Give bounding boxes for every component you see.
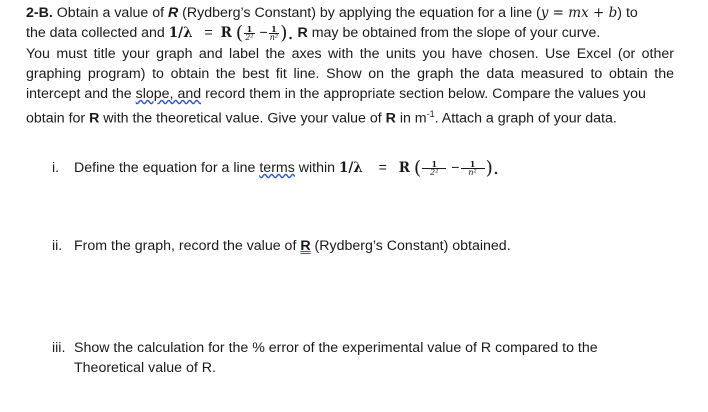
slope-and-text: slope, and <box>135 86 202 103</box>
problem-label: 2-B. <box>26 5 53 21</box>
item-ii: ii. From the graph, record the value of R (Rydberg’s Constant) obtained. <box>52 238 511 254</box>
problem-line-3: You must title your graph and label the axes with the units you have chosen. Use Excel (or other <box>26 45 674 62</box>
item-i: i. Define the equation for a line terms within 1/λ = R ($\frac{1}{\text{2²}}$ $-\frac{1}{\text{n²}}$ ). <box>52 157 499 179</box>
item-i-fraction-one-over-2sq: $\frac{1}{\text{2²}}$ <box>422 160 446 177</box>
rydberg-R: R <box>300 238 311 254</box>
fraction-one-over-nsq: $\frac{1}{\text{n²}}$ <box>269 24 279 43</box>
problem-line-6: obtain for R with the theoretical value. Give your value of R in $m^{-1}$. Attach a graph of your data. <box>26 109 617 128</box>
item-i-numeral: i. <box>52 160 60 176</box>
item-iii <box>52 338 598 378</box>
item-iii-line-1: Show the calculation for the % error of the experimental value of R compared to the <box>74 340 598 356</box>
one-over-lambda: 1/λ <box>168 25 193 42</box>
fraction-one-over-2sq: $\frac{1}{\text{2²}}$ <box>245 24 254 43</box>
problem-line-2: the data collected and 1/λ = R ( $\frac{1}{\text{2²}}$ − $\frac{1}{\text{n²}}$ ). R may be obtained from the slope of your curve. <box>26 22 601 45</box>
problem-line-4: graphing program) to obtain the best fit line. Show on the graph the data measured to obtain the <box>26 65 674 82</box>
problem-line-1: 2-B. Obtain a value of R (Rydberg’s Constant) by applying the equation for a line (y = mx + b) to <box>26 5 638 21</box>
item-iii-line-2: Theoretical value of R. <box>74 360 216 376</box>
problem-statement <box>26 3 674 130</box>
item-ii-numeral: ii. <box>52 238 63 254</box>
problem-line-5: intercept and the slope, and record them in the appropriate section below. Compare the values you <box>26 86 646 103</box>
terms-word: terms <box>259 160 295 176</box>
item-iii-numeral: iii. <box>52 340 66 356</box>
item-i-fraction-one-over-nsq: $\frac{1}{\text{n²}}$ <box>461 160 485 177</box>
